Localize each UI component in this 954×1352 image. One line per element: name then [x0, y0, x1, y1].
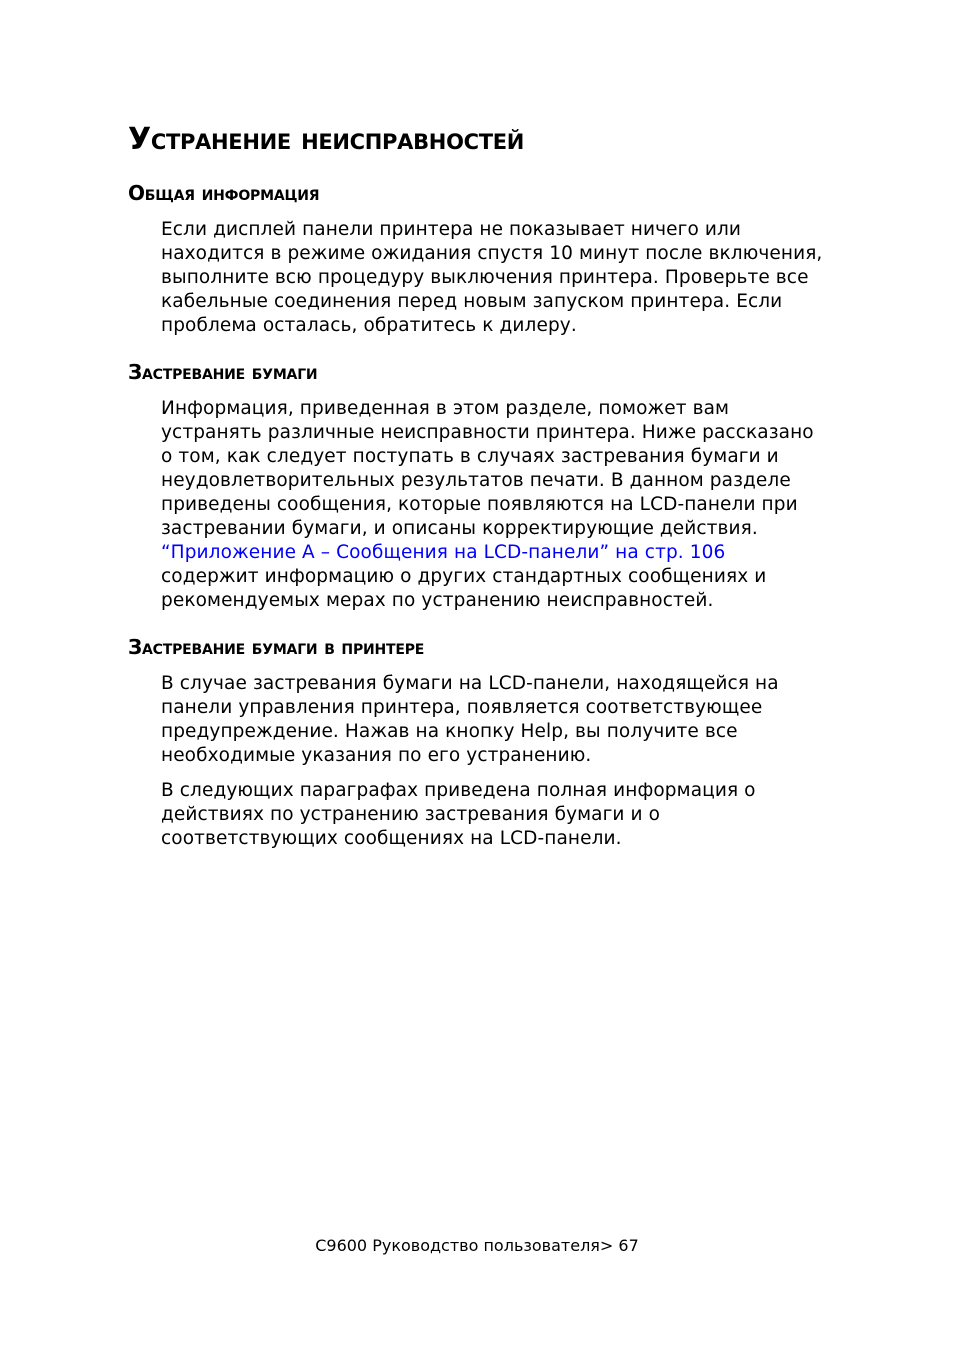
text-line: предупреждение. Нажав на кнопку Help, вы получите все — [161, 721, 738, 742]
text-line: панели управления принтера, появляется соответствующее — [161, 697, 763, 718]
page-title: Устранение неисправностей — [128, 122, 525, 157]
section-heading-paper-jam-in-printer: Застревание бумаги в принтере — [128, 635, 425, 659]
text-line: действиях по устранению застревания бумаги и о — [161, 804, 661, 825]
text-line: устранять различные неисправности принтера. Ниже рассказано — [161, 422, 814, 443]
text-line: находится в режиме ожидания спустя 10 минут после включения, — [161, 243, 823, 264]
section-heading-paper-jam: Застревание бумаги — [128, 360, 318, 384]
text-line: приведены сообщения, которые появляются на LCD-панели при — [161, 494, 798, 515]
text-line: В случае застревания бумаги на LCD-панели, находящейся на — [161, 673, 779, 694]
text-line: необходимые указания по его устранению. — [161, 745, 592, 766]
text-line: рекомендуемых мерах по устранению неисправностей. — [161, 590, 714, 611]
text-line: проблема осталась, обратитесь к дилеру. — [161, 315, 577, 336]
text-line: содержит информацию о других стандартных сообщениях и — [161, 566, 767, 587]
paragraph-general-info — [161, 218, 841, 338]
paragraph-following-info — [161, 779, 841, 851]
text-line: о том, как следует поступать в случаях застревания бумаги и — [161, 446, 779, 467]
text-line: Информация, приведенная в этом разделе, поможет вам — [161, 398, 730, 419]
appendix-a-link[interactable]: “Приложение A – Сообщения на LCD-панели” на стр. 106 — [161, 542, 726, 563]
section-heading-general-info: Общая информация — [128, 181, 320, 205]
text-line: застревании бумаги, и описаны корректирующие действия. — [161, 518, 758, 539]
text-line: кабельные соединения перед новым запуском принтера. Если — [161, 291, 783, 312]
page-footer: C9600 Руководство пользователя> 67 — [315, 1236, 639, 1255]
text-line: неудовлетворительных результатов печати. В данном разделе — [161, 470, 791, 491]
paragraph-paper-jam — [161, 397, 841, 613]
paragraph-lcd-warning — [161, 672, 841, 768]
text-line: соответствующих сообщениях на LCD-панели. — [161, 828, 622, 849]
text-line: В следующих параграфах приведена полная информация о — [161, 780, 756, 801]
text-line: Если дисплей панели принтера не показывает ничего или — [161, 219, 742, 240]
text-line: выполните всю процедуру выключения принтера. Проверьте все — [161, 267, 809, 288]
